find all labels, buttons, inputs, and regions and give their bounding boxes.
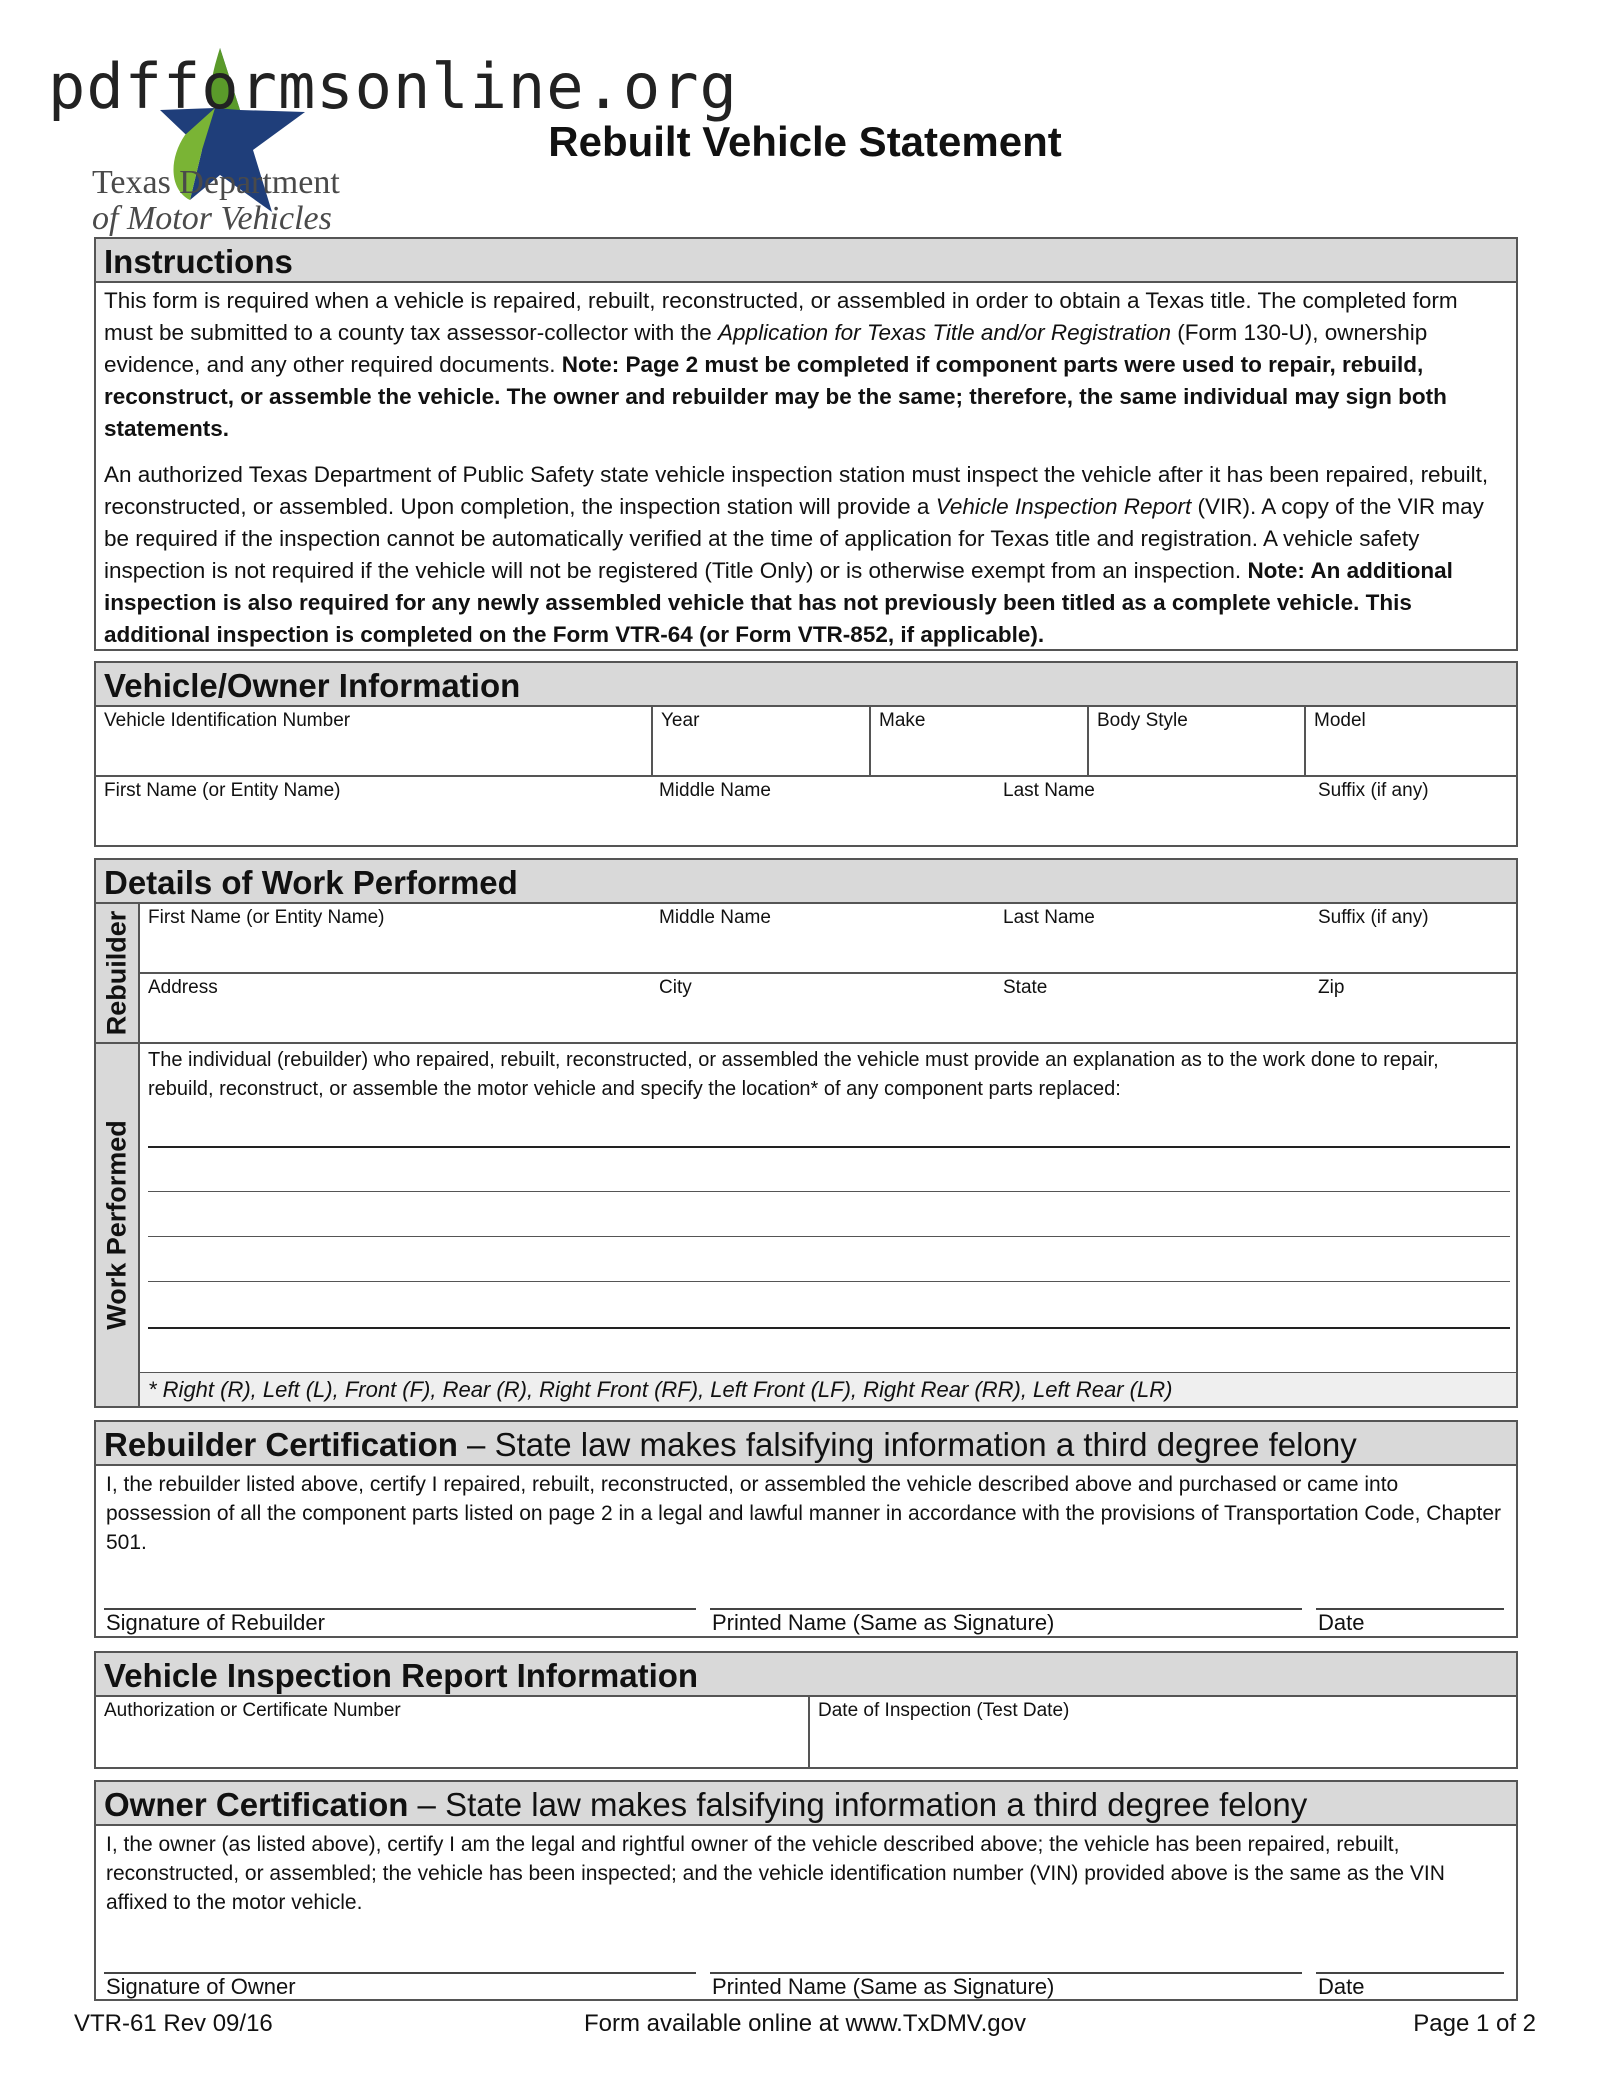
watermark: pdfformsonline.org bbox=[48, 50, 738, 123]
instructions-heading: Instructions bbox=[96, 239, 1516, 283]
work-line-5[interactable] bbox=[148, 1327, 1510, 1329]
vin-field[interactable]: Vehicle Identification Number bbox=[104, 710, 351, 731]
work-performed-side-tab: Work Performed bbox=[96, 1044, 140, 1406]
vehicle-owner-section bbox=[94, 661, 1518, 847]
rebuilder-certification-heading: Rebuilder Certification – State law makes falsifying information a third degree felony bbox=[96, 1422, 1516, 1466]
year-field[interactable]: Year bbox=[651, 707, 869, 775]
rebuilder-certification-text: I, the rebuilder listed above, certify I repaired, rebuilt, reconstructed, or assembled the vehicle described above and purchased or came into possession of all the component parts listed on page 2 in a legal and lawful manner in accordance with the provisions of Transportation Code, Chapter 501. bbox=[106, 1473, 1501, 1554]
work-details-heading: Details of Work Performed bbox=[96, 860, 1516, 904]
work-details-section bbox=[94, 858, 1518, 1408]
owner-suffix-field[interactable]: Suffix (if any) bbox=[1318, 780, 1429, 801]
vehicle-owner-heading: Vehicle/Owner Information bbox=[96, 663, 1516, 707]
owner-certification-text: I, the owner (as listed above), certify I am the legal and rightful owner of the vehicle described above; the vehicle has been repaired, rebuilt, reconstructed, or assembled; the vehicle has been inspected; and the vehicle identification number (VIN) provided above is the same as the VIN affixed to the motor vehicle. bbox=[106, 1833, 1445, 1914]
vir-section bbox=[94, 1651, 1518, 1769]
page-title: Rebuilt Vehicle Statement bbox=[548, 118, 1062, 165]
location-legend: * Right (R), Left (L), Front (F), Rear (R), Right Front (RF), Left Front (LF), Right Rear (RR), Left Rear (LR) bbox=[148, 1377, 1173, 1402]
owner-date-label: Date bbox=[1318, 1974, 1365, 1999]
body-style-field[interactable]: Body Style bbox=[1087, 707, 1304, 775]
instructions-section bbox=[94, 237, 1518, 651]
owner-printed-name-label: Printed Name (Same as Signature) bbox=[712, 1974, 1055, 1999]
rebuilder-date-label: Date bbox=[1318, 1610, 1365, 1635]
work-line-4[interactable] bbox=[148, 1281, 1510, 1282]
owner-last-name-field[interactable]: Last Name bbox=[1003, 780, 1095, 801]
inspection-date-field[interactable]: Date of Inspection (Test Date) bbox=[808, 1697, 1516, 1767]
model-field[interactable]: Model bbox=[1304, 707, 1516, 775]
rebuilder-signature-label: Signature of Rebuilder bbox=[106, 1610, 325, 1635]
rebuilder-address-field[interactable]: Address bbox=[148, 977, 218, 998]
form-id: VTR-61 Rev 09/16 bbox=[74, 2010, 273, 2037]
work-explanation-text: The individual (rebuilder) who repaired, rebuilt, reconstructed, or assembled the vehicle must provide an explanation as to the work done to repair, rebuild, reconstruct, or assemble the motor vehicle and specify the location* of any component parts replaced: bbox=[148, 1049, 1439, 1100]
rebuilder-last-name-field[interactable]: Last Name bbox=[1003, 907, 1095, 928]
authorization-number-field[interactable]: Authorization or Certificate Number bbox=[104, 1700, 401, 1721]
rebuilder-first-name-field[interactable]: First Name (or Entity Name) bbox=[148, 907, 385, 928]
rebuilder-printed-name-label: Printed Name (Same as Signature) bbox=[712, 1610, 1055, 1635]
instructions-paragraph-1: This form is required when a vehicle is repaired, rebuilt, reconstructed, or assembled in order to obtain a Texas title. The completed form must be submitted to a county tax assessor-collector with the Application for Texas Title and/or Registration (Form 130-U), ownership evidence, and any other required documents. Note: Page 2 must be completed if component parts were used to repair, rebuild, reconstruct, or assemble the vehicle. The owner and rebuilder may be the same; therefore, the same individual may sign both statements. bbox=[104, 288, 1458, 441]
work-line-1[interactable] bbox=[148, 1146, 1510, 1148]
rebuilder-city-field[interactable]: City bbox=[659, 977, 692, 998]
page-number: Page 1 of 2 bbox=[1413, 2010, 1536, 2037]
owner-certification-heading: Owner Certification – State law makes falsifying information a third degree felony bbox=[96, 1782, 1516, 1826]
vir-heading: Vehicle Inspection Report Information bbox=[96, 1653, 1516, 1697]
rebuilder-suffix-field[interactable]: Suffix (if any) bbox=[1318, 907, 1429, 928]
rebuilder-certification-section bbox=[94, 1420, 1518, 1638]
logo-text: Texas Department of Motor Vehicles bbox=[92, 164, 340, 237]
owner-certification-section bbox=[94, 1780, 1518, 2001]
rebuilder-state-field[interactable]: State bbox=[1003, 977, 1048, 998]
work-line-3[interactable] bbox=[148, 1236, 1510, 1237]
form-availability: Form available online at www.TxDMV.gov bbox=[584, 2010, 1026, 2037]
make-field[interactable]: Make bbox=[869, 707, 1087, 775]
owner-middle-name-field[interactable]: Middle Name bbox=[659, 780, 771, 801]
rebuilder-zip-field[interactable]: Zip bbox=[1318, 977, 1345, 998]
instructions-paragraph-2: An authorized Texas Department of Public Safety state vehicle inspection station must inspect the vehicle after it has been repaired, rebuilt, reconstructed, or assembled. Upon completion, the inspection station will provide a Vehicle Inspection Report (VIR). A copy of the VIR may be required if the inspection cannot be automatically verified at the time of application for Texas title and registration. A vehicle safety inspection is not required if the vehicle will not be registered (Title Only) or is otherwise exempt from an inspection. Note: An additional inspection is also required for any newly assembled vehicle that has not previously been titled as a complete vehicle. This additional inspection is completed on the Form VTR-64 (or Form VTR-852, if applicable). bbox=[104, 462, 1489, 647]
rebuilder-middle-name-field[interactable]: Middle Name bbox=[659, 907, 771, 928]
work-line-2[interactable] bbox=[148, 1191, 1510, 1192]
rebuilder-side-tab: Rebuilder bbox=[96, 904, 140, 1044]
owner-signature-label: Signature of Owner bbox=[106, 1974, 296, 1999]
owner-first-name-field[interactable]: First Name (or Entity Name) bbox=[104, 780, 341, 801]
